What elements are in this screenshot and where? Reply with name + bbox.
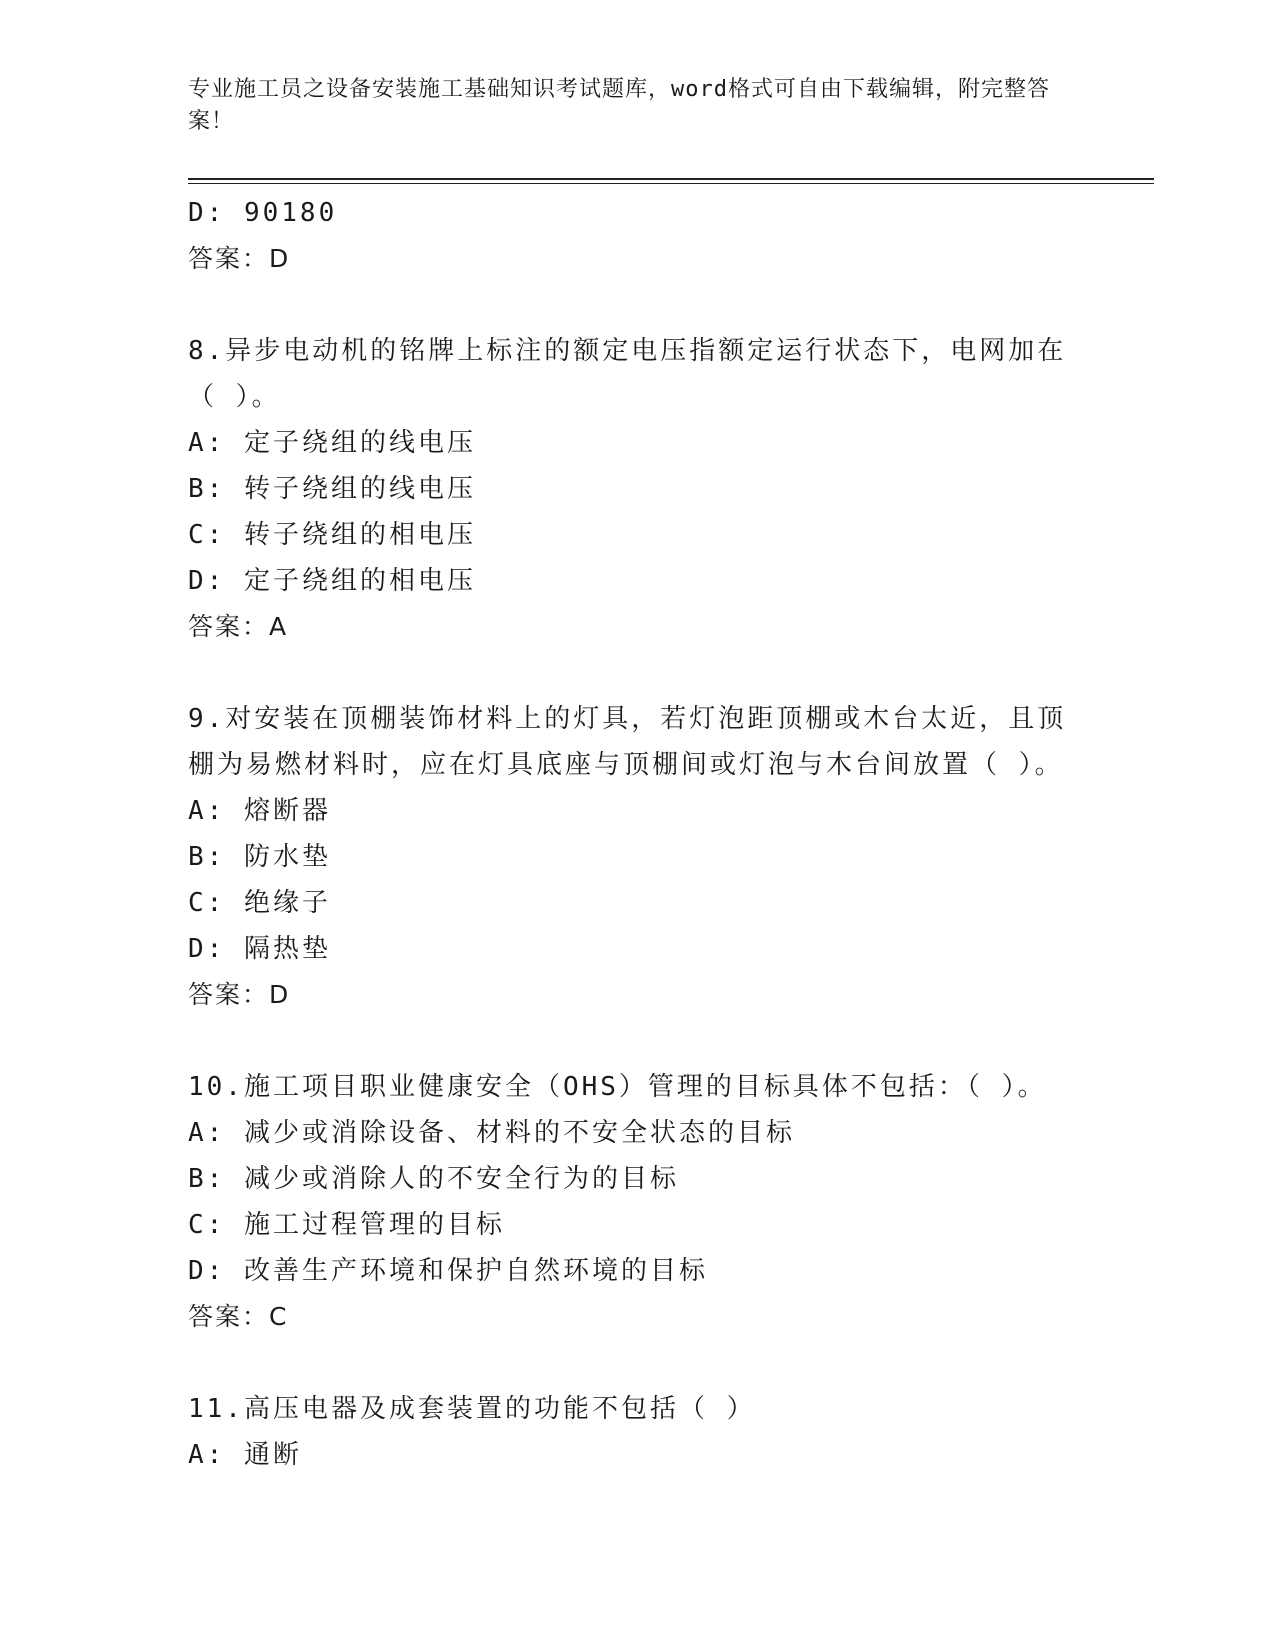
question-10-option-a: A: 减少或消除设备、材料的不安全状态的目标 bbox=[188, 1118, 795, 1148]
question-10-answer: 答案：C bbox=[188, 1302, 289, 1331]
question-11-text: 11.高压电器及成套装置的功能不包括（ ） bbox=[188, 1394, 756, 1424]
prev-answer: 答案：D bbox=[188, 244, 291, 273]
question-10-option-d: D: 改善生产环境和保护自然环境的目标 bbox=[188, 1256, 708, 1286]
question-9-answer: 答案：D bbox=[188, 980, 291, 1009]
question-list bbox=[188, 190, 1088, 1478]
question-11-option-a: A: 通断 bbox=[188, 1440, 302, 1470]
spacer bbox=[188, 282, 1088, 328]
question-9-option-d: D: 隔热垫 bbox=[188, 934, 331, 964]
document-header bbox=[188, 74, 1068, 138]
question-10-option-b: B: 减少或消除人的不安全行为的目标 bbox=[188, 1164, 679, 1194]
question-8-option-c: C: 转子绕组的相电压 bbox=[188, 520, 476, 550]
question-10-text: 10.施工项目职业健康安全（OHS）管理的目标具体不包括：（ ）。 bbox=[188, 1072, 1047, 1102]
spacer bbox=[188, 650, 1088, 696]
question-10-option-c: C: 施工过程管理的目标 bbox=[188, 1210, 505, 1240]
question-8-option-b: B: 转子绕组的线电压 bbox=[188, 474, 476, 504]
spacer bbox=[188, 1340, 1088, 1386]
question-8-option-a: A: 定子绕组的线电压 bbox=[188, 428, 476, 458]
question-8-option-d: D: 定子绕组的相电压 bbox=[188, 566, 476, 596]
question-8-answer: 答案：A bbox=[188, 612, 289, 641]
question-9-option-b: B: 防水垫 bbox=[188, 842, 331, 872]
header-text: 专业施工员之设备安装施工基础知识考试题库，word格式可自由下载编辑，附完整答案！ bbox=[188, 77, 1050, 134]
question-9-option-a: A: 熔断器 bbox=[188, 796, 331, 826]
question-9-text: 9.对安装在顶棚装饰材料上的灯具，若灯泡距顶棚或木台太近，且顶棚为易燃材料时，应在灯具底座与顶棚间或灯泡与木台间放置（ ）。 bbox=[188, 704, 1067, 780]
question-9-option-c: C: 绝缘子 bbox=[188, 888, 331, 918]
header-divider-thin bbox=[188, 183, 1154, 184]
header-divider-thick bbox=[188, 178, 1154, 180]
prev-option-d: D: 90180 bbox=[188, 198, 338, 228]
spacer bbox=[188, 1018, 1088, 1064]
question-8-text: 8.异步电动机的铭牌上标注的额定电压指额定运行状态下，电网加在（ ）。 bbox=[188, 336, 1067, 412]
